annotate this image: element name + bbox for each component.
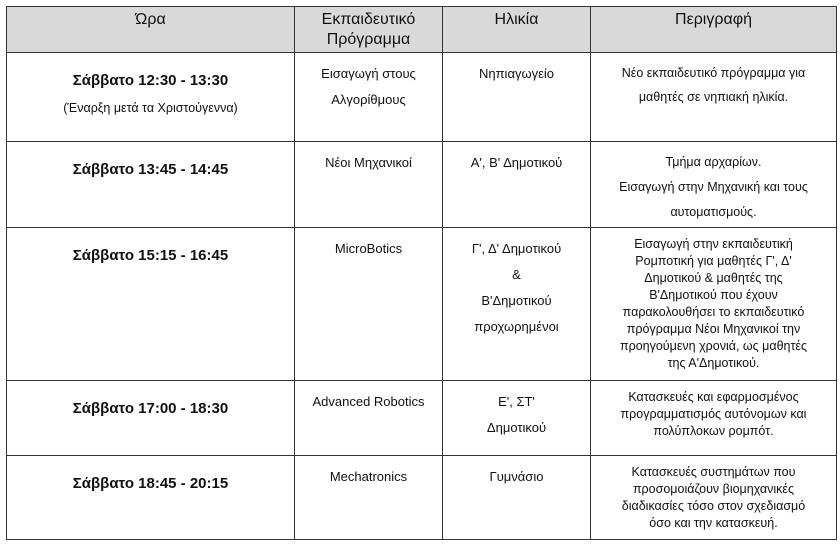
program-description-line: μαθητές σε νηπιακή ηλικία. [638, 90, 789, 104]
program-name-line: Αλγορίθμους [331, 92, 406, 107]
program-description-cell [591, 228, 837, 381]
program-name-line: Mechatronics [329, 469, 408, 484]
program-description-line: προηγούμενη χρονιά, ως μαθητές [619, 339, 808, 353]
program-description-line: προγραμματισμός αυτόνομων και [620, 407, 807, 421]
program-description-cell [591, 53, 837, 142]
session-time: Σάββατο 13:45 - 14:45 [72, 161, 229, 178]
program-description-cell [591, 456, 837, 540]
age-group [443, 464, 590, 490]
time-cell [7, 456, 295, 540]
time-cell [7, 53, 295, 142]
program-name [295, 236, 442, 262]
age-group-line: Γυμνάσιο [489, 469, 544, 484]
program-description-line: προσομοιάζουν βιομηχανικές [632, 482, 795, 496]
age-group-cell [443, 228, 591, 381]
program-description [591, 150, 836, 225]
header-description: Περιγραφή [591, 7, 837, 53]
program-name-line: MicroBotics [334, 241, 403, 256]
program-description [591, 464, 836, 532]
program-description-line: της Α'Δημοτικού. [667, 356, 760, 370]
age-group-cell [443, 142, 591, 228]
table-row [7, 381, 837, 456]
program-description-cell [591, 142, 837, 228]
age-group [443, 389, 590, 441]
program-description-line: Κατασκευές και εφαρμοσμένος [628, 390, 799, 404]
time-cell [7, 381, 295, 456]
program-description [591, 61, 836, 109]
program-description-line: Ρομποτική για μαθητές Γ', Δ' [635, 254, 792, 268]
table-row [7, 53, 837, 142]
program-description-line: Κατασκευές συστημάτων που [631, 465, 796, 479]
program-description-line: παρακολουθήσει το εκπαιδευτικό [622, 305, 805, 319]
program-name-line: Advanced Robotics [312, 394, 425, 409]
age-group-line: Β'Δημοτικού [481, 293, 552, 308]
program-description-line: Δημοτικού & μαθητές της [644, 271, 783, 285]
header-row [7, 7, 837, 53]
program-name [295, 389, 442, 415]
session-time: Σάββατο 18:45 - 20:15 [72, 475, 229, 492]
program-name-cell [295, 456, 443, 540]
program-name [295, 464, 442, 490]
table-row [7, 456, 837, 540]
program-name [295, 61, 442, 113]
program-name [295, 150, 442, 176]
session-time: Σάββατο 12:30 - 13:30 [72, 72, 229, 89]
program-name-line: Νέοι Μηχανικοί [325, 155, 412, 170]
time-cell [7, 228, 295, 381]
program-description-line: πρόγραμμα Νέοι Μηχανικοί την [626, 322, 801, 336]
program-description-line: Τμήμα αρχαρίων. [665, 155, 762, 169]
program-description-line: όσο και την κατασκευή. [649, 516, 778, 530]
program-description-cell [591, 381, 837, 456]
age-group-line: Ε', ΣΤ' [498, 394, 535, 409]
age-group-line: Δημοτικού [486, 420, 547, 435]
session-time: Σάββατο 17:00 - 18:30 [72, 400, 229, 417]
program-description [591, 389, 836, 440]
program-description-line: Νέο εκπαιδευτικό πρόγραμμα για [621, 66, 806, 80]
age-group-line: προχωρημένοι [474, 319, 559, 334]
age-group-line: Γ', Δ' Δημοτικού [471, 241, 562, 256]
age-group-line: & [512, 267, 521, 282]
age-group-line: Νηπιαγωγείο [478, 66, 555, 81]
session-note: (Έναρξη μετά τα Χριστούγεννα) [63, 101, 238, 115]
program-description [591, 236, 836, 372]
session-time: Σάββατο 15:15 - 16:45 [72, 247, 229, 264]
program-description-line: πολύπλοκων ρομπότ. [653, 424, 774, 438]
program-description-line: διαδικασίες τόσο στον σχεδιασμό [621, 499, 806, 513]
age-group-cell [443, 381, 591, 456]
program-name-cell [295, 53, 443, 142]
age-group [443, 61, 590, 87]
age-group [443, 236, 590, 340]
header-time: Ώρα [7, 7, 295, 53]
age-group-line: Α', Β' Δημοτικού [470, 155, 563, 170]
program-description-line: Εισαγωγή στην εκπαιδευτική [634, 237, 793, 251]
program-name-cell [295, 228, 443, 381]
header-program: Εκπαιδευτικό Πρόγραμμα [295, 7, 443, 53]
age-group [443, 150, 590, 176]
age-group-cell [443, 53, 591, 142]
program-description-line: αυτοματισμούς. [670, 205, 757, 219]
program-name-line: Εισαγωγή στους [321, 66, 416, 81]
program-description-line: Β'Δημοτικού που έχουν [649, 288, 778, 302]
age-group-cell [443, 456, 591, 540]
program-name-cell [295, 381, 443, 456]
time-cell [7, 142, 295, 228]
header-age: Ηλικία [443, 7, 591, 53]
schedule-table [6, 6, 837, 540]
program-description-line: Εισαγωγή στην Μηχανική και τους [619, 180, 808, 194]
table-row [7, 142, 837, 228]
table-row [7, 228, 837, 381]
program-name-cell [295, 142, 443, 228]
